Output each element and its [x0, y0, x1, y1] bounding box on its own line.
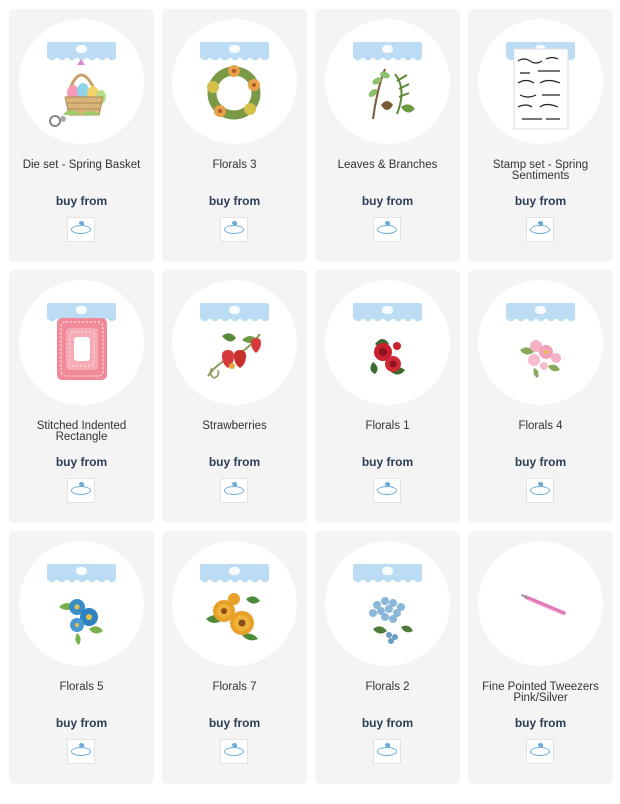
- buy-from-link[interactable]: buy from: [514, 194, 567, 208]
- store-logo-icon[interactable]: [373, 739, 401, 764]
- product-image[interactable]: [19, 280, 144, 405]
- product-card[interactable]: [468, 531, 613, 784]
- store-logo-icon[interactable]: [67, 217, 95, 242]
- buy-from-link[interactable]: buy from: [55, 455, 108, 469]
- product-card[interactable]: [9, 9, 154, 262]
- store-logo-icon[interactable]: [220, 478, 248, 503]
- buy-from-link[interactable]: buy from: [55, 194, 108, 208]
- product-image[interactable]: [19, 541, 144, 666]
- store-logo-icon[interactable]: [67, 739, 95, 764]
- product-name[interactable]: Florals 7: [212, 681, 257, 693]
- product-name[interactable]: Florals 3: [212, 159, 257, 171]
- product-image[interactable]: [172, 19, 297, 144]
- floral-wreath-die-icon: [172, 19, 297, 144]
- product-grid: [9, 9, 613, 784]
- product-card[interactable]: [162, 270, 307, 523]
- product-card[interactable]: [315, 270, 460, 523]
- product-name[interactable]: Die set - Spring Basket: [22, 159, 141, 171]
- product-name[interactable]: Florals 5: [59, 681, 104, 693]
- red-roses-die-icon: [325, 280, 450, 405]
- blue-hydrangea-die-icon: [325, 541, 450, 666]
- pink-blossoms-die-icon: [478, 280, 603, 405]
- buy-from-link[interactable]: buy from: [361, 455, 414, 469]
- store-logo-icon[interactable]: [526, 739, 554, 764]
- buy-from-link[interactable]: buy from: [514, 716, 567, 730]
- product-card[interactable]: [468, 270, 613, 523]
- buy-from-link[interactable]: buy from: [361, 716, 414, 730]
- product-name[interactable]: Stitched Indented Rectangle: [36, 420, 127, 443]
- buy-from-link[interactable]: buy from: [55, 716, 108, 730]
- product-image[interactable]: [172, 280, 297, 405]
- product-image[interactable]: [172, 541, 297, 666]
- product-image[interactable]: [478, 280, 603, 405]
- stitched-rectangle-die-icon: [19, 280, 144, 405]
- buy-from-link[interactable]: buy from: [208, 716, 261, 730]
- product-name[interactable]: Fine Pointed Tweezers Pink/Silver: [482, 681, 599, 704]
- product-name[interactable]: Florals 1: [365, 420, 410, 432]
- product-card[interactable]: [162, 9, 307, 262]
- store-logo-icon[interactable]: [526, 217, 554, 242]
- stamp-set-sentiments-icon: [478, 19, 603, 144]
- product-image[interactable]: [325, 19, 450, 144]
- buy-from-link[interactable]: buy from: [361, 194, 414, 208]
- tweezers-icon: [478, 541, 603, 666]
- product-name[interactable]: Florals 4: [518, 420, 563, 432]
- strawberries-die-icon: [172, 280, 297, 405]
- product-image[interactable]: [325, 280, 450, 405]
- store-logo-icon[interactable]: [67, 478, 95, 503]
- product-name[interactable]: Leaves & Branches: [337, 159, 438, 171]
- buy-from-link[interactable]: buy from: [208, 455, 261, 469]
- blue-flowers-die-icon: [19, 541, 144, 666]
- store-logo-icon[interactable]: [373, 478, 401, 503]
- product-name[interactable]: Florals 2: [365, 681, 410, 693]
- store-logo-icon[interactable]: [526, 478, 554, 503]
- spring-basket-die-icon: [19, 19, 144, 144]
- leaves-branches-die-icon: [325, 19, 450, 144]
- product-card[interactable]: [9, 270, 154, 523]
- product-image[interactable]: [19, 19, 144, 144]
- product-name[interactable]: Stamp set - Spring Sentiments: [492, 159, 589, 182]
- buy-from-link[interactable]: buy from: [514, 455, 567, 469]
- store-logo-icon[interactable]: [220, 739, 248, 764]
- product-card[interactable]: [162, 531, 307, 784]
- product-name[interactable]: Strawberries: [202, 420, 267, 432]
- product-card[interactable]: [315, 9, 460, 262]
- product-image[interactable]: [478, 541, 603, 666]
- store-logo-icon[interactable]: [373, 217, 401, 242]
- product-card[interactable]: [315, 531, 460, 784]
- buy-from-link[interactable]: buy from: [208, 194, 261, 208]
- product-card[interactable]: [468, 9, 613, 262]
- store-logo-icon[interactable]: [220, 217, 248, 242]
- orange-daisies-die-icon: [172, 541, 297, 666]
- product-card[interactable]: [9, 531, 154, 784]
- product-image[interactable]: [325, 541, 450, 666]
- product-image[interactable]: [478, 19, 603, 144]
